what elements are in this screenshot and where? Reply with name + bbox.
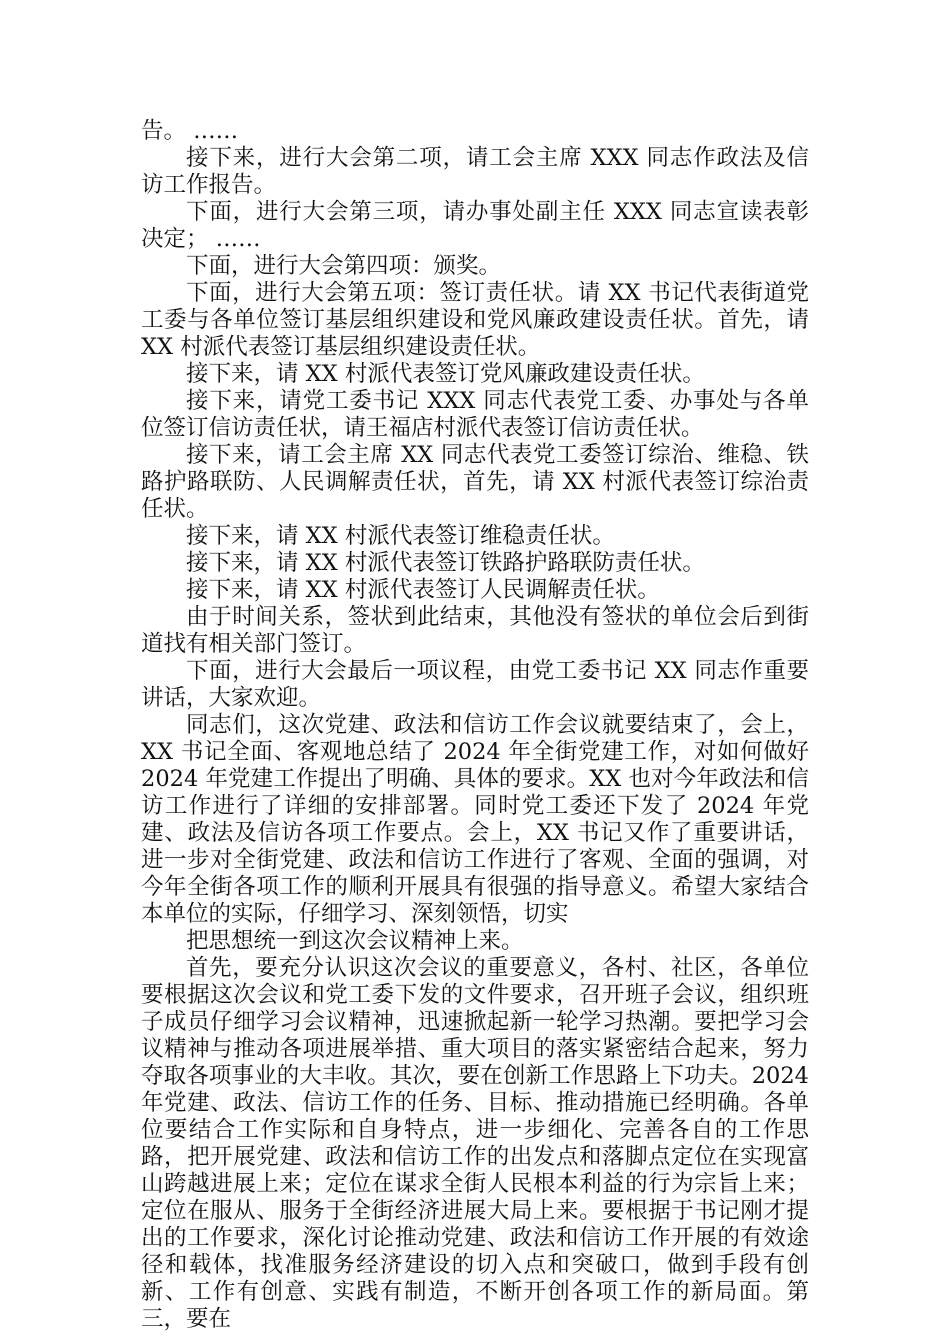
- paragraph-1: 告。 ……: [141, 118, 239, 144]
- paragraph-10: 接下来，请 XX 村派代表签订铁路护路联防责任状。: [186, 550, 705, 576]
- paragraph-8: 接下来，请工会主席 XX 同志代表党工委签订综治、维稳、铁路护路联防、人民调解责任状，首先，请 XX 村派代表签订综治责任状。: [141, 442, 809, 522]
- paragraph-2: 接下来，进行大会第二项，请工会主席 XXX 同志作政法及信访工作报告。: [141, 145, 809, 198]
- paragraph-14: 同志们，这次党建、政法和信访工作会议就要结束了，会上，XX 书记全面、客观地总结了 2024 年全街党建工作，对如何做好 2024 年党建工作提出了明确、具体的要求。XX 也对今年政法和信访工作进行了详细的安排部署。同时党工委还下发了 2024 年党建、政法及信访各项工作要点。会上，XX 书记又作了重要讲话，进一步对全街党建、政法和信访工作进行了客观、全面的强调，对今年全街各项工作的顺利开展具有很强的指导意义。希望大家结合本单位的实际，仔细学习、深刻领悟，切实: [141, 712, 809, 927]
- paragraph-5: 下面，进行大会第五项：签订责任状。请 XX 书记代表街道党工委与各单位签订基层组织建设和党风廉政建设责任状。首先，请 XX 村派代表签订基层组织建设责任状。: [141, 280, 809, 360]
- paragraph-16: 首先，要充分认识这次会议的重要意义，各村、社区，各单位要根据这次会议和党工委下发的文件要求，召开班子会议，组织班子成员仔细学习会议精神，迅速掀起新一轮学习热潮。要把学习会议精神与推动各项进展举措、重大项目的落实紧密结合起来，努力夺取各项事业的大丰收。其次，要在创新工作思路上下功夫。2024 年党建、政法、信访工作的任务、目标、推动措施已经明确。各单位要结合工作实际和自身特点，进一步细化、完善各自的工作思路，把开展党建、政法和信访工作的出发点和落脚点定位在实现富山跨越进展上来；定位在谋求全街人民根本利益的行为宗旨上来；定位在服从、服务于全街经济进展大局上来。要根据于书记刚才提出的工作要求，深化讨论推动党建、政法和信访工作开展的有效途径和载体，找准服务经济建设的切入点和突破口，做到手段有创新、工作有创意、实践有制造，不断开创各项工作的新局面。第三，要在: [141, 955, 809, 1332]
- paragraph-3: 下面，进行大会第三项，请办事处副主任 XXX 同志宣读表彰决定； ……: [141, 199, 809, 252]
- paragraph-7: 接下来，请党工委书记 XXX 同志代表党工委、办事处与各单位签订信访责任状，请王福店村派代表签订信访责任状。: [141, 388, 809, 441]
- paragraph-4: 下面，进行大会第四项：颁奖。: [186, 253, 502, 279]
- paragraph-6: 接下来，请 XX 村派代表签订党风廉政建设责任状。: [186, 361, 705, 387]
- paragraph-13: 下面，进行大会最后一项议程，由党工委书记 XX 同志作重要讲话，大家欢迎。: [141, 658, 809, 711]
- paragraph-11: 接下来，请 XX 村派代表签订人民调解责任状。: [186, 577, 660, 603]
- paragraph-9: 接下来，请 XX 村派代表签订维稳责任状。: [186, 523, 615, 549]
- paragraph-12: 由于时间关系，签状到此结束，其他没有签状的单位会后到街道找有相关部门签订。: [141, 604, 809, 657]
- paragraph-15: 把思想统一到这次会议精神上来。: [186, 928, 524, 954]
- document-body: [141, 118, 809, 1333]
